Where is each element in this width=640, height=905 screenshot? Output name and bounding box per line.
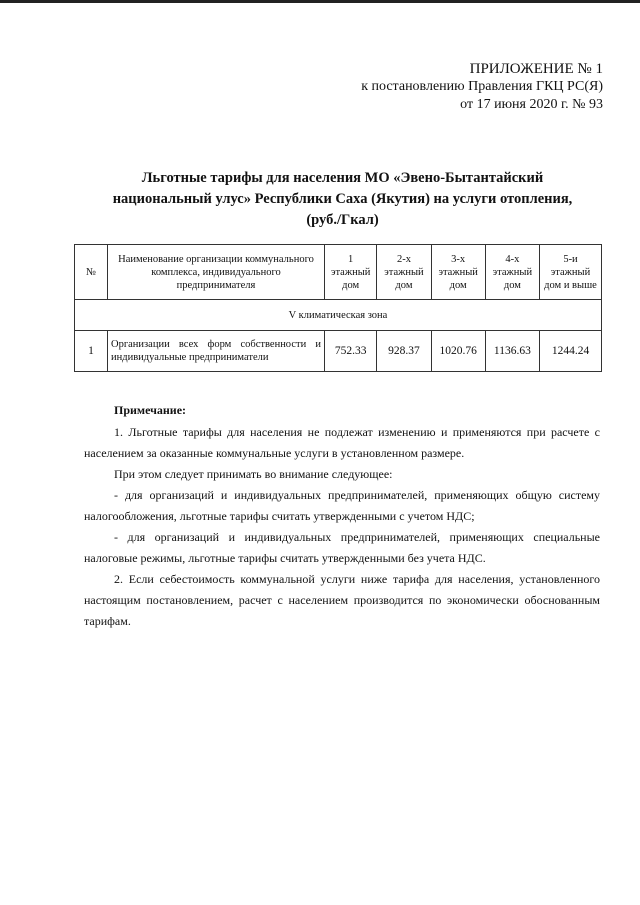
appendix-decree-ref: к постановлению Правления ГКЦ РС(Я)	[361, 79, 603, 94]
appendix-decree-date: от 17 июня 2020 г. № 93	[460, 97, 603, 112]
header-org-name: Наименование организации коммунального комплекса, индивидуального предпринимателя	[108, 245, 325, 300]
note-paragraph-5: 2. Если себестоимость коммунальной услуги ниже тарифа для населения, установленного настоящим постановлением, расчет с населением производится по экономически обоснованным тарифам.	[84, 572, 600, 628]
tariff-table	[74, 244, 602, 372]
climate-zone-row	[75, 300, 602, 331]
document-title	[60, 168, 625, 231]
title-line-2: национальный улус» Республики Саха (Якутия) на услуги отопления,	[112, 191, 573, 207]
appendix-header	[361, 60, 603, 114]
header-num: №	[75, 245, 108, 300]
notes-section	[84, 400, 600, 632]
note-paragraph-2: При этом следует принимать во внимание следующее:	[114, 467, 393, 481]
table-row	[75, 331, 602, 372]
row-num: 1	[75, 331, 108, 372]
row-value-1-floor: 752.33	[325, 331, 377, 372]
row-value-4-floor: 1136.63	[485, 331, 539, 372]
title-line-3: (руб./Гкал)	[306, 212, 379, 228]
notes-heading: Примечание:	[114, 403, 187, 417]
row-value-5-floor: 1244.24	[540, 331, 602, 372]
row-org-name: Организации всех форм собственности и индивидуальные предприниматели	[108, 331, 325, 372]
scan-top-edge	[0, 0, 640, 3]
header-5-floor: 5-и этажный дом и выше	[540, 245, 602, 300]
table-header-row	[75, 245, 602, 300]
title-line-1: Льготные тарифы для населения МО «Эвено-Бытантайский	[141, 170, 544, 186]
header-2-floor: 2-х этажный дом	[377, 245, 431, 300]
header-3-floor: 3-х этажный дом	[431, 245, 485, 300]
row-value-2-floor: 928.37	[377, 331, 431, 372]
climate-zone-label: V климатическая зона	[75, 300, 602, 331]
appendix-number: ПРИЛОЖЕНИЕ № 1	[469, 61, 603, 77]
note-paragraph-1: 1. Льготные тарифы для населения не подлежат изменению и применяются при расчете с населением за оказанные коммунальные услуги в установленном размере.	[84, 425, 600, 460]
note-paragraph-3: - для организаций и индивидуальных предпринимателей, применяющих общую систему налогообложения, льготные тарифы считать утвержденными с учетом НДС;	[84, 488, 600, 523]
header-4-floor: 4-х этажный дом	[485, 245, 539, 300]
header-1-floor: 1 этажный дом	[325, 245, 377, 300]
note-paragraph-4: - для организаций и индивидуальных предпринимателей, применяющих специальные налоговые режимы, льготные тарифы считать утвержденными без учета НДС.	[84, 530, 600, 565]
row-value-3-floor: 1020.76	[431, 331, 485, 372]
